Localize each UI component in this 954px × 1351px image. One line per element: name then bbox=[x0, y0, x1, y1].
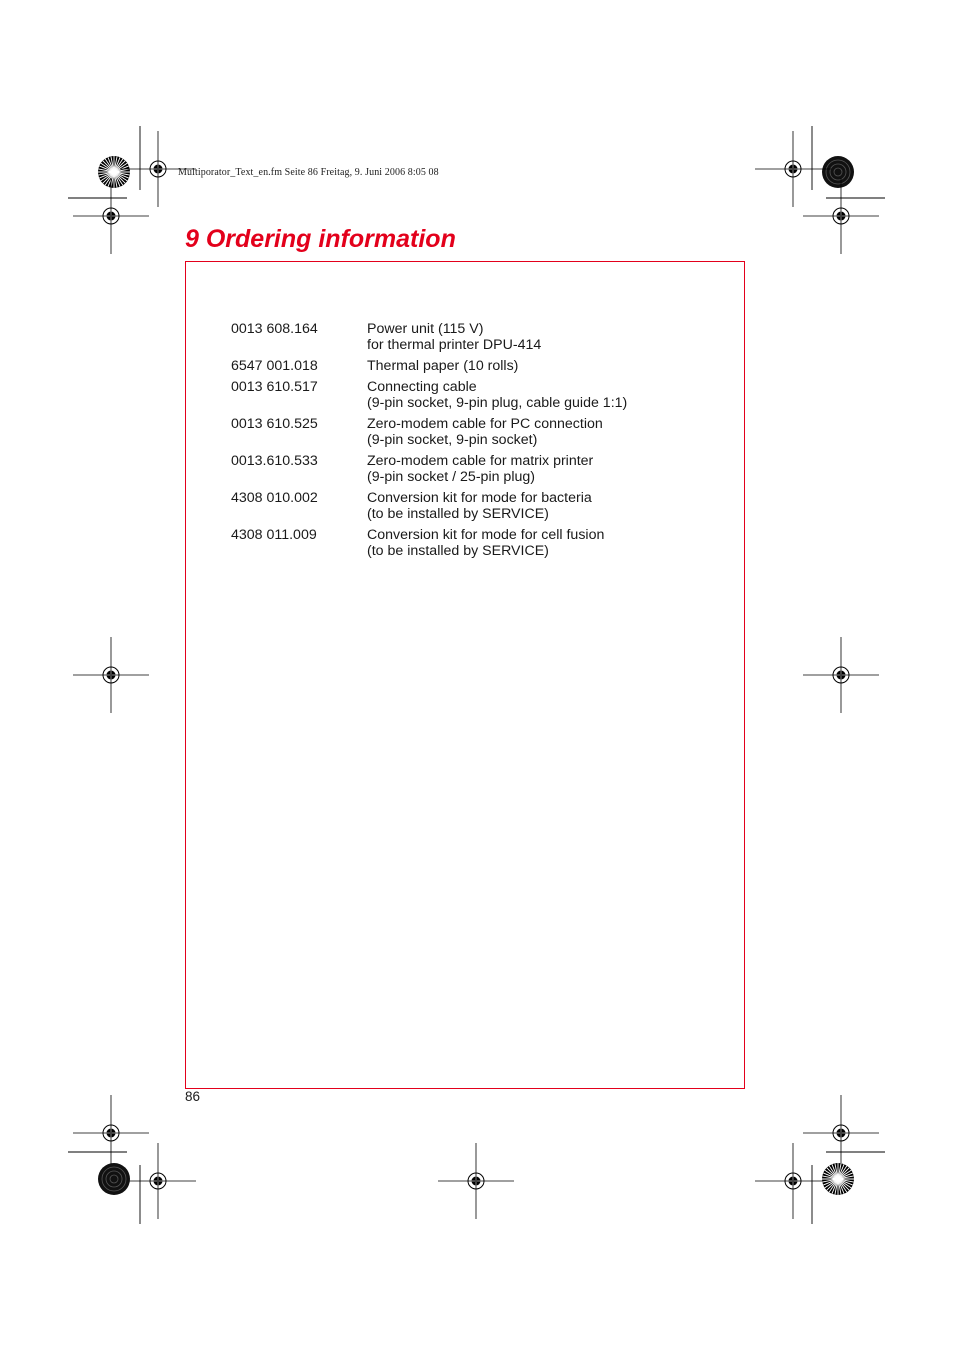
order-item bbox=[231, 321, 711, 353]
item-description-line: Zero-modem cable for PC connection bbox=[367, 416, 603, 432]
item-description-line: Conversion kit for mode for cell fusion bbox=[367, 527, 605, 543]
item-number: 4308 010.002 bbox=[231, 490, 318, 506]
order-item bbox=[231, 379, 711, 411]
item-description-line: (to be installed by SERVICE) bbox=[367, 506, 549, 522]
order-item bbox=[231, 490, 711, 522]
item-number: 6547 001.018 bbox=[231, 358, 318, 374]
item-description bbox=[367, 321, 541, 353]
item-description-line: Zero-modem cable for matrix printer bbox=[367, 453, 594, 469]
item-description-line: (9-pin socket, 9-pin plug, cable guide 1:1) bbox=[367, 395, 628, 411]
chapter-title: 9 Ordering information bbox=[185, 225, 456, 253]
order-list bbox=[231, 321, 711, 564]
item-description-line: Power unit (115 V) bbox=[367, 321, 484, 337]
item-description-line: Thermal paper (10 rolls) bbox=[367, 358, 519, 374]
item-description bbox=[367, 416, 603, 448]
item-description-line: Conversion kit for mode for bacteria bbox=[367, 490, 592, 506]
print-header: Multiporator_Text_en.fm Seite 86 Freitag, 9. Juni 2006 8:05 08 bbox=[178, 167, 439, 178]
item-number: 0013 610.525 bbox=[231, 416, 318, 432]
item-number: 0013 610.517 bbox=[231, 379, 318, 395]
order-item bbox=[231, 527, 711, 559]
item-description bbox=[367, 490, 592, 522]
order-item bbox=[231, 416, 711, 448]
item-number: 4308 011.009 bbox=[231, 527, 317, 543]
item-description bbox=[367, 379, 627, 411]
item-description-line: Connecting cable bbox=[367, 379, 477, 395]
item-description bbox=[367, 453, 593, 485]
item-description-line: (9-pin socket, 9-pin socket) bbox=[367, 432, 538, 448]
item-description bbox=[367, 527, 604, 559]
content-frame bbox=[185, 261, 745, 1089]
item-description-line: (9-pin socket / 25-pin plug) bbox=[367, 469, 535, 485]
order-item bbox=[231, 358, 711, 374]
item-description-line: (to be installed by SERVICE) bbox=[367, 543, 549, 559]
item-number: 0013.610.533 bbox=[231, 453, 318, 469]
item-description bbox=[367, 358, 518, 374]
order-item bbox=[231, 453, 711, 485]
page-number: 86 bbox=[185, 1089, 201, 1104]
item-number: 0013 608.164 bbox=[231, 321, 318, 337]
item-description-line: for thermal printer DPU-414 bbox=[367, 337, 542, 353]
